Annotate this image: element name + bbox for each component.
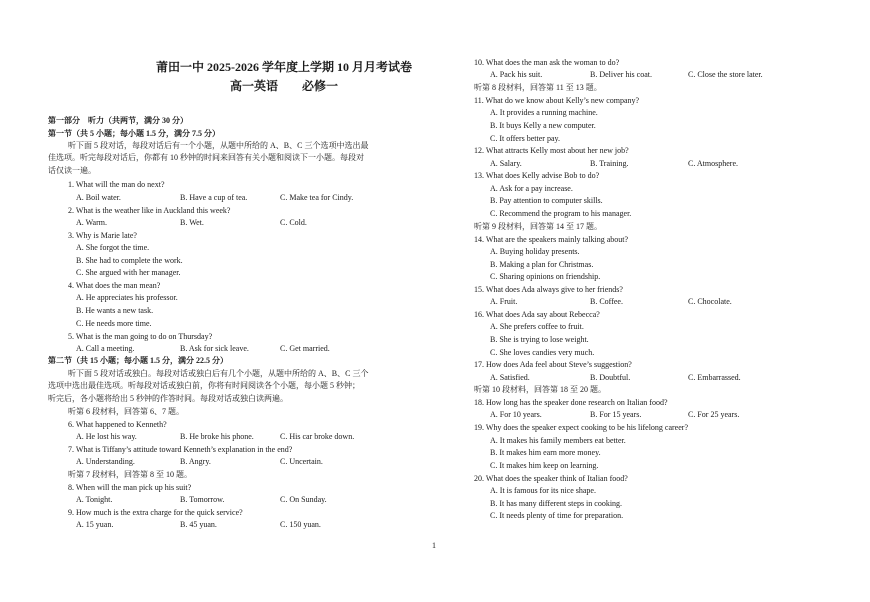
question-15-option-b[interactable]: B. Coffee.	[590, 297, 623, 306]
question-18-option-c[interactable]: C. For 25 years.	[688, 410, 740, 419]
question-16-option-b[interactable]: B. She is trying to lose weight.	[490, 335, 589, 344]
question-6-option-c[interactable]: C. His car broke down.	[280, 432, 355, 441]
question-20-option-c[interactable]: C. It needs plenty of time for preparation.	[490, 511, 624, 520]
question-2-option-c[interactable]: C. Cold.	[280, 218, 307, 227]
question-14-option-b[interactable]: B. Making a plan for Christmas.	[490, 260, 594, 269]
question-13-option-b[interactable]: B. Pay attention to computer skills.	[490, 196, 603, 205]
question-14-option-a[interactable]: A. Buying holiday presents.	[490, 247, 580, 256]
question-11-option-a[interactable]: A. It provides a running machine.	[490, 108, 598, 117]
question-7-option-b[interactable]: B. Angry.	[180, 457, 211, 466]
question-12-option-a[interactable]: A. Salary.	[490, 159, 522, 168]
question-16-option-c[interactable]: C. She loves candies very much.	[490, 348, 595, 357]
section2-instructions-line2: 选项中选出最佳选项。听每段对话或独白前，你将有时间阅读各个小题，每小题 5 秒钟；	[48, 381, 360, 390]
question-15-option-c[interactable]: C. Chocolate.	[688, 297, 732, 306]
question-19-option-b[interactable]: B. It makes him earn more money.	[490, 448, 601, 457]
question-11-stem: 11. What do we know about Kelly’s new company?	[474, 96, 640, 105]
page-number: 1	[432, 541, 436, 550]
question-19-stem: 19. Why does the speaker expect cooking to be his lifelong career?	[474, 423, 688, 432]
question-9-stem: 9. How much is the extra charge for the quick service?	[68, 508, 243, 517]
question-13-option-a[interactable]: A. Ask for a pay increase.	[490, 184, 573, 193]
question-11-option-c[interactable]: C. It offers better pay.	[490, 134, 560, 143]
question-8-option-c[interactable]: C. On Sunday.	[280, 495, 327, 504]
part1-heading: 第一部分 听力（共两节，满分 30 分）	[48, 116, 188, 125]
question-8-option-b[interactable]: B. Tomorrow.	[180, 495, 225, 504]
question-15-stem: 15. What does Ada always give to her friends?	[474, 285, 623, 294]
question-14-stem: 14. What are the speakers mainly talking about?	[474, 235, 629, 244]
question-20-stem: 20. What does the speaker think of Italian food?	[474, 474, 628, 483]
exam-title: 莆田一中 2025-2026 学年度上学期 10 月月考试卷	[156, 60, 412, 74]
question-11-option-b[interactable]: B. It buys Kelly a new computer.	[490, 121, 596, 130]
question-10-option-b[interactable]: B. Deliver his coat.	[590, 70, 652, 79]
section1-heading: 第一节（共 5 小题；每小题 1.5 分，满分 7.5 分）	[48, 129, 220, 138]
question-3-stem: 3. Why is Marie late?	[68, 231, 137, 240]
section1-instructions-line2: 佳选项。听完每段对话后，你都有 10 秒钟的时间来回答有关小题和阅读下一小题。每段对	[48, 153, 364, 162]
question-9-option-b[interactable]: B. 45 yuan.	[180, 520, 217, 529]
material-10-note: 听第 10 段材料，回答第 18 至 20 题。	[474, 385, 606, 394]
question-9-option-c[interactable]: C. 150 yuan.	[280, 520, 321, 529]
question-2-stem: 2. What is the weather like in Auckland this week?	[68, 206, 231, 215]
question-4-stem: 4. What does the man mean?	[68, 281, 161, 290]
section1-instructions-line3: 话仅读一遍。	[48, 166, 96, 175]
question-19-option-a[interactable]: A. It makes his family members eat better.	[490, 436, 626, 445]
question-4-option-c[interactable]: C. He needs more time.	[76, 319, 152, 328]
section2-instructions-line1: 听下面 5 段对话或独白。每段对话或独白后有几个小题，从题中所给的 A、B、C 三个	[68, 369, 369, 378]
question-17-option-a[interactable]: A. Satisfied.	[490, 373, 530, 382]
section2-heading: 第二节（共 15 小题；每小题 1.5 分，满分 22.5 分）	[48, 356, 228, 365]
question-3-option-b[interactable]: B. She had to complete the work.	[76, 256, 183, 265]
material-7-note: 听第 7 段材料，回答第 8 至 10 题。	[68, 470, 192, 479]
question-4-option-b[interactable]: B. He wants a new task.	[76, 306, 154, 315]
question-16-stem: 16. What does Ada say about Rebecca?	[474, 310, 600, 319]
question-10-option-c[interactable]: C. Close the store later.	[688, 70, 763, 79]
question-5-stem: 5. What is the man going to do on Thursday?	[68, 332, 213, 341]
question-5-option-b[interactable]: B. Ask for sick leave.	[180, 344, 249, 353]
question-7-option-a[interactable]: A. Understanding.	[76, 457, 135, 466]
question-17-option-b[interactable]: B. Doubtful.	[590, 373, 631, 382]
question-5-option-a[interactable]: A. Call a meeting.	[76, 344, 135, 353]
question-13-stem: 13. What does Kelly advise Bob to do?	[474, 171, 600, 180]
question-1-option-b[interactable]: B. Have a cup of tea.	[180, 193, 248, 202]
question-1-option-c[interactable]: C. Make tea for Cindy.	[280, 193, 354, 202]
material-9-note: 听第 9 段材料，回答第 14 至 17 题。	[474, 222, 602, 231]
question-12-option-b[interactable]: B. Training.	[590, 159, 629, 168]
question-19-option-c[interactable]: C. It makes him keep on learning.	[490, 461, 599, 470]
question-18-stem: 18. How long has the speaker done research on Italian food?	[474, 398, 668, 407]
section2-instructions-line3: 听完后，各小题将给出 5 秒钟的作答时间。每段对话或独白读两遍。	[48, 394, 288, 403]
question-10-stem: 10. What does the man ask the woman to do?	[474, 58, 620, 67]
question-5-option-c[interactable]: C. Get married.	[280, 344, 330, 353]
question-7-option-c[interactable]: C. Uncertain.	[280, 457, 323, 466]
question-3-option-a[interactable]: A. She forgot the time.	[76, 243, 150, 252]
section1-instructions-line1: 听下面 5 段对话，每段对话后有一个小题，从题中所给的 A、B、C 三个选项中选出最	[68, 141, 369, 150]
question-1-stem: 1. What will the man do next?	[68, 180, 165, 189]
question-8-option-a[interactable]: A. Tonight.	[76, 495, 113, 504]
question-3-option-c[interactable]: C. She argued with her manager.	[76, 268, 181, 277]
question-8-stem: 8. When will the man pick up his suit?	[68, 483, 192, 492]
question-10-option-a[interactable]: A. Pack his suit.	[490, 70, 543, 79]
material-6-note: 听第 6 段材料，回答第 6、7 题。	[68, 407, 184, 416]
question-14-option-c[interactable]: C. Sharing opinions on friendship.	[490, 272, 601, 281]
question-18-option-a[interactable]: A. For 10 years.	[490, 410, 542, 419]
question-17-stem: 17. How does Ada feel about Steve’s suggestion?	[474, 360, 632, 369]
question-4-option-a[interactable]: A. He appreciates his professor.	[76, 293, 178, 302]
question-6-option-b[interactable]: B. He broke his phone.	[180, 432, 254, 441]
question-1-option-a[interactable]: A. Boil water.	[76, 193, 121, 202]
material-8-note: 听第 8 段材料，回答第 11 至 13 题。	[474, 83, 602, 92]
question-7-stem: 7. What is Tiffany’s attitude toward Kenneth’s explanation in the end?	[68, 445, 293, 454]
question-2-option-a[interactable]: A. Warm.	[76, 218, 107, 227]
question-20-option-a[interactable]: A. It is famous for its nice shape.	[490, 486, 596, 495]
question-6-stem: 6. What happened to Kenneth?	[68, 420, 167, 429]
question-9-option-a[interactable]: A. 15 yuan.	[76, 520, 114, 529]
question-12-option-c[interactable]: C. Atmosphere.	[688, 159, 738, 168]
question-17-option-c[interactable]: C. Embarrassed.	[688, 373, 741, 382]
question-16-option-a[interactable]: A. She prefers coffee to fruit.	[490, 322, 584, 331]
question-13-option-c[interactable]: C. Recommend the program to his manager.	[490, 209, 632, 218]
question-15-option-a[interactable]: A. Fruit.	[490, 297, 518, 306]
question-6-option-a[interactable]: A. He lost his way.	[76, 432, 137, 441]
question-2-option-b[interactable]: B. Wet.	[180, 218, 204, 227]
question-18-option-b[interactable]: B. For 15 years.	[590, 410, 642, 419]
exam-subtitle: 高一英语 必修一	[229, 79, 338, 93]
question-12-stem: 12. What attracts Kelly most about her new job?	[474, 146, 629, 155]
question-20-option-b[interactable]: B. It has many different steps in cooking.	[490, 499, 623, 508]
